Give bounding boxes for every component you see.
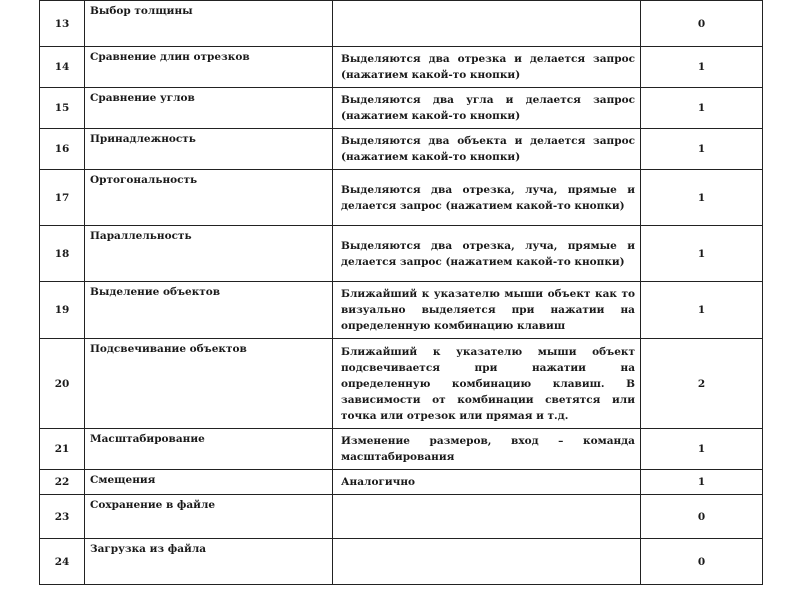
row-number: 13 (40, 1, 85, 47)
feature-score: 1 (641, 170, 763, 226)
row-number: 21 (40, 429, 85, 470)
feature-score: 1 (641, 470, 763, 495)
table-row (40, 339, 763, 429)
feature-name: Параллельность (85, 226, 333, 282)
table-row (40, 429, 763, 470)
feature-description (333, 1, 641, 47)
table-row (40, 170, 763, 226)
feature-name: Сравнение углов (85, 88, 333, 129)
feature-score: 1 (641, 88, 763, 129)
feature-description: Выделяются два отрезка, луча, прямые и делается запрос (нажатием какой-то кнопки) (333, 226, 641, 282)
feature-description (333, 539, 641, 585)
features-table (39, 0, 763, 585)
row-number: 16 (40, 129, 85, 170)
row-number: 24 (40, 539, 85, 585)
feature-description: Выделяются два отрезка и делается запрос (нажатием какой-то кнопки) (333, 47, 641, 88)
row-number: 19 (40, 282, 85, 339)
row-number: 15 (40, 88, 85, 129)
feature-description (333, 495, 641, 539)
feature-description: Выделяются два отрезка, луча, прямые и делается запрос (нажатием какой-то кнопки) (333, 170, 641, 226)
feature-description: Ближайший к указателю мыши объект как то визуально выделяется при нажатии на определенную комбинацию клавиш (333, 282, 641, 339)
table-row (40, 470, 763, 495)
table-row (40, 129, 763, 170)
table-row (40, 88, 763, 129)
feature-name: Загрузка из файла (85, 539, 333, 585)
feature-name: Выделение объектов (85, 282, 333, 339)
feature-name: Выбор толщины (85, 1, 333, 47)
feature-name: Сравнение длин отрезков (85, 47, 333, 88)
feature-name: Принадлежность (85, 129, 333, 170)
feature-name: Масштабирование (85, 429, 333, 470)
feature-score: 1 (641, 129, 763, 170)
feature-name: Подсвечивание объектов (85, 339, 333, 429)
table-row (40, 282, 763, 339)
feature-score: 1 (641, 226, 763, 282)
row-number: 22 (40, 470, 85, 495)
table-row (40, 495, 763, 539)
feature-score: 0 (641, 539, 763, 585)
table-row (40, 47, 763, 88)
row-number: 17 (40, 170, 85, 226)
feature-score: 1 (641, 429, 763, 470)
feature-score: 1 (641, 282, 763, 339)
row-number: 20 (40, 339, 85, 429)
table-row (40, 226, 763, 282)
feature-score: 2 (641, 339, 763, 429)
feature-description: Аналогично (333, 470, 641, 495)
feature-name: Сохранение в файле (85, 495, 333, 539)
feature-description: Ближайший к указателю мыши объект подсвечивается при нажатии на определенную комбинацию клавиш. В зависимости от комбинации светятся или точка или отрезок или прямая и т.д. (333, 339, 641, 429)
feature-score: 1 (641, 47, 763, 88)
feature-description: Изменение размеров, вход – команда масштабирования (333, 429, 641, 470)
feature-name: Ортогональность (85, 170, 333, 226)
feature-name: Смещения (85, 470, 333, 495)
row-number: 14 (40, 47, 85, 88)
feature-score: 0 (641, 1, 763, 47)
feature-description: Выделяются два объекта и делается запрос (нажатием какой-то кнопки) (333, 129, 641, 170)
row-number: 18 (40, 226, 85, 282)
feature-score: 0 (641, 495, 763, 539)
feature-description: Выделяются два угла и делается запрос (нажатием какой-то кнопки) (333, 88, 641, 129)
table-row (40, 539, 763, 585)
table-row (40, 1, 763, 47)
row-number: 23 (40, 495, 85, 539)
